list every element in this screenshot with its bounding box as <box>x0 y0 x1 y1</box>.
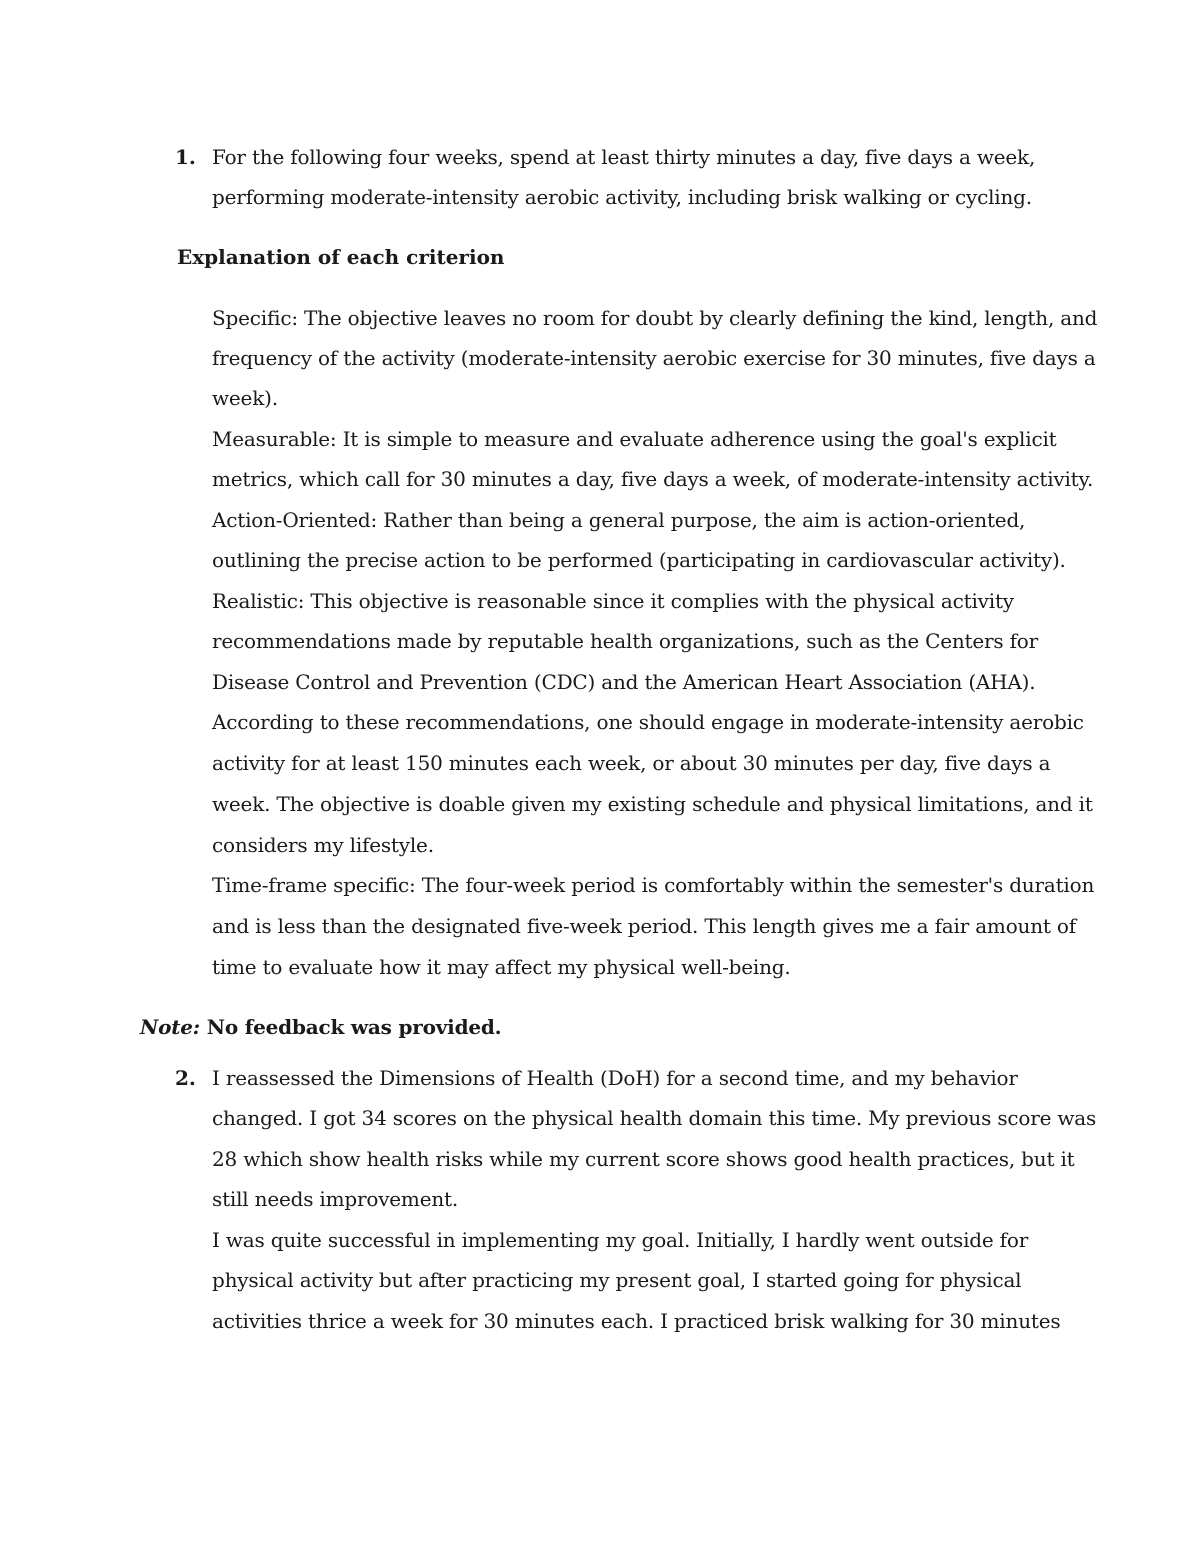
explanation-line: time to evaluate how it may affect my physical well-being. <box>212 955 791 979</box>
explanation-line: Specific: The objective leaves no room for doubt by clearly defining the kind, length, and <box>212 306 1098 330</box>
item2-line: activities thrice a week for 30 minutes each. I practiced brisk walking for 30 minutes <box>212 1309 1061 1333</box>
item1-line-1: For the following four weeks, spend at least thirty minutes a day, five days a week, <box>212 145 1036 169</box>
item2-line: still needs improvement. <box>212 1187 459 1211</box>
explanation-line: week. The objective is doable given my existing schedule and physical limitations, and it <box>212 792 1093 816</box>
note-text: No feedback was provided. <box>199 1015 502 1039</box>
list-number-2: 2. <box>175 1066 196 1090</box>
section-heading: Explanation of each criterion <box>177 245 505 269</box>
explanation-line: recommendations made by reputable health organizations, such as the Centers for <box>212 629 1038 653</box>
item2-line: changed. I got 34 scores on the physical health domain this time. My previous score was <box>212 1106 1097 1130</box>
explanation-line: Measurable: It is simple to measure and evaluate adherence using the goal's explicit <box>212 427 1057 451</box>
explanation-line: frequency of the activity (moderate-intensity aerobic exercise for 30 minutes, five days a <box>212 346 1096 370</box>
item2-line: I was quite successful in implementing my goal. Initially, I hardly went outside for <box>212 1228 1029 1252</box>
item2-line: 28 which show health risks while my current score shows good health practices, but it <box>212 1147 1075 1171</box>
explanation-line: According to these recommendations, one should engage in moderate-intensity aerobic <box>212 710 1084 734</box>
explanation-line: and is less than the designated five-week period. This length gives me a fair amount of <box>212 914 1076 938</box>
explanation-line: activity for at least 150 minutes each week, or about 30 minutes per day, five days a <box>212 751 1051 775</box>
item1-line-2: performing moderate-intensity aerobic activity, including brisk walking or cycling. <box>212 185 1032 209</box>
explanation-line: Time-frame specific: The four-week period is comfortably within the semester's duration <box>212 873 1095 897</box>
item2-line: physical activity but after practicing my present goal, I started going for physical <box>212 1268 1022 1292</box>
explanation-line: metrics, which call for 30 minutes a day, five days a week, of moderate-intensity activity. <box>212 467 1094 491</box>
note-label: Note: <box>140 1015 200 1039</box>
list-number-1: 1. <box>175 145 196 169</box>
note-line <box>140 1007 501 1047</box>
explanation-line: Realistic: This objective is reasonable since it complies with the physical activity <box>212 589 1014 613</box>
explanation-line: outlining the precise action to be performed (participating in cardiovascular activity). <box>212 548 1066 572</box>
item2-line: I reassessed the Dimensions of Health (DoH) for a second time, and my behavior <box>212 1066 1018 1090</box>
explanation-line: Action-Oriented: Rather than being a general purpose, the aim is action-oriented, <box>212 508 1026 532</box>
explanation-line: Disease Control and Prevention (CDC) and the American Heart Association (AHA). <box>212 670 1036 694</box>
explanation-line: considers my lifestyle. <box>212 833 434 857</box>
explanation-line: week). <box>212 386 278 410</box>
